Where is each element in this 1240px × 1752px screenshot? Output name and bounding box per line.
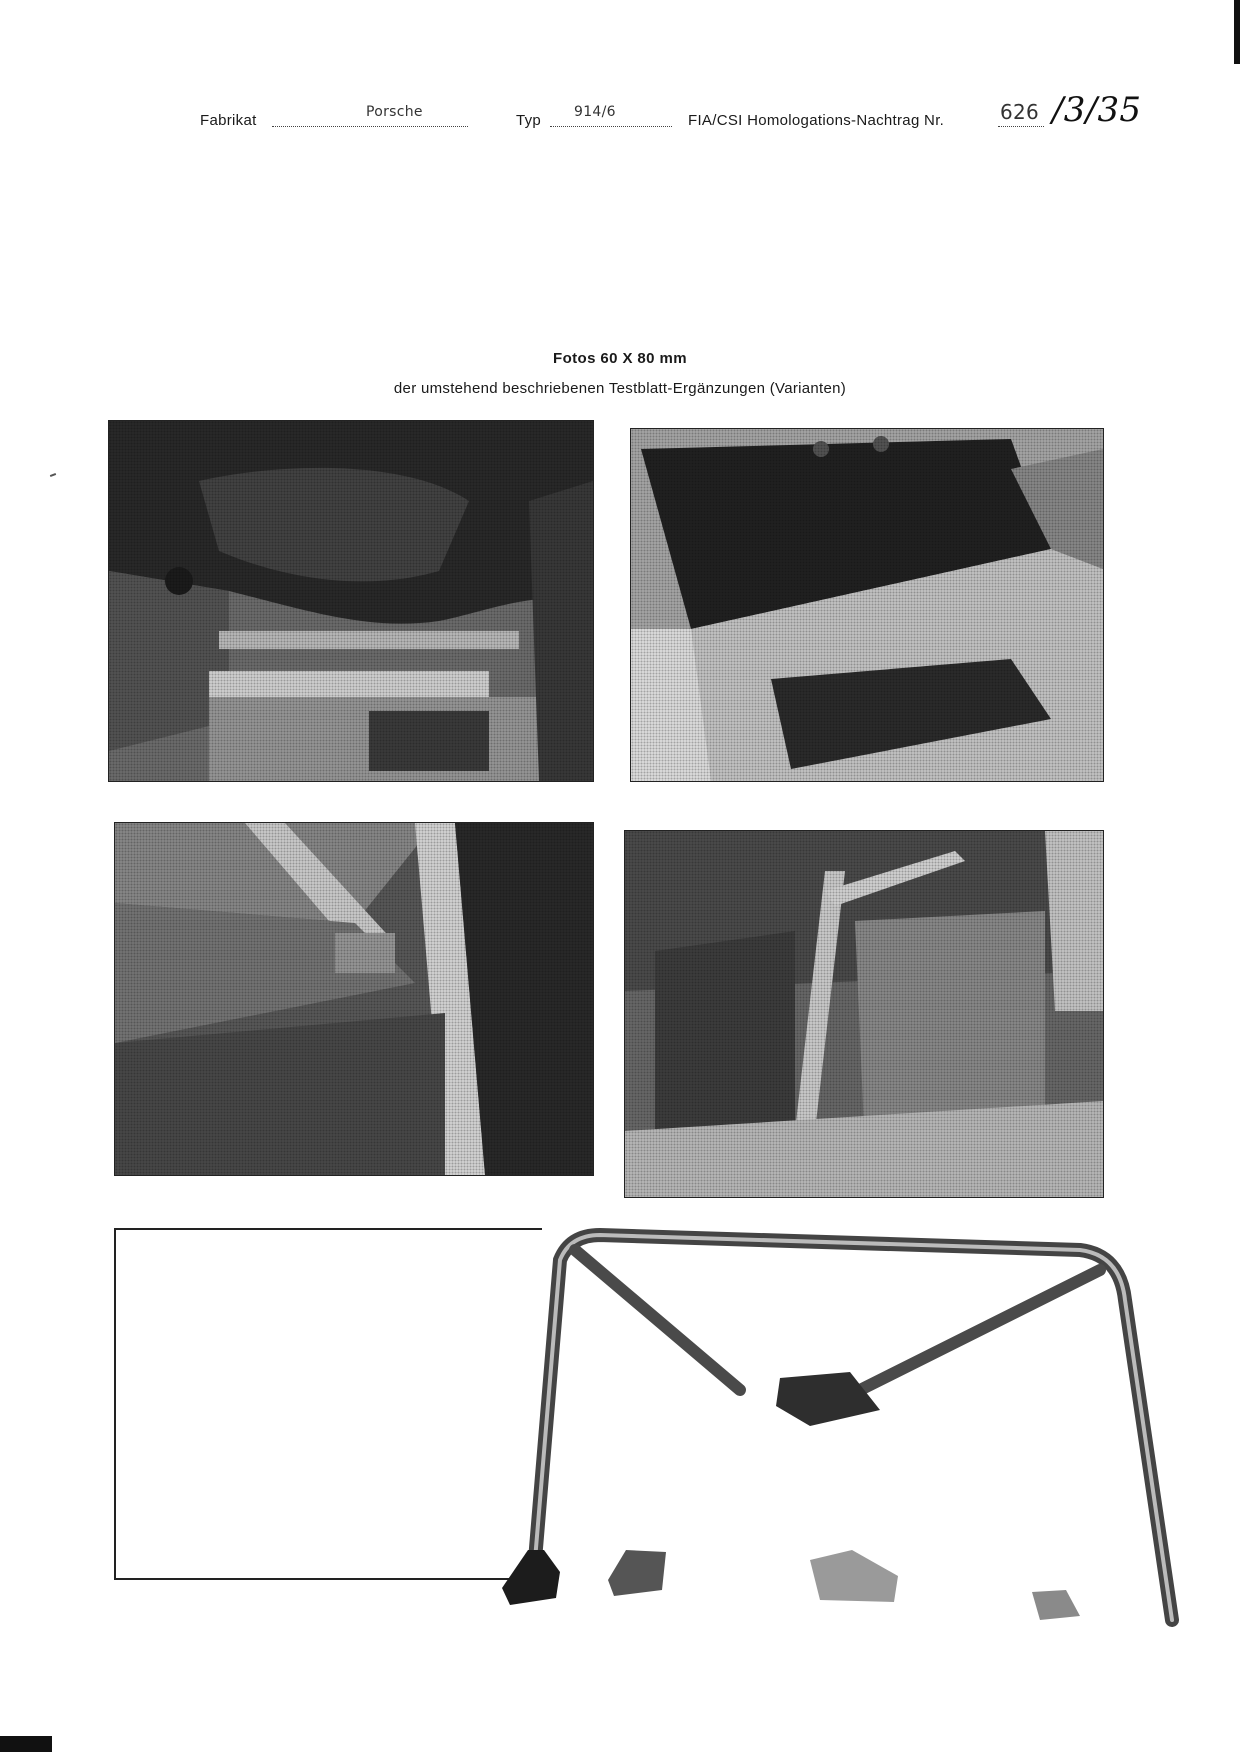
photo-roll-bar [480, 1220, 1180, 1640]
fabrikat-dotted-line [272, 126, 468, 127]
fabrikat-value: Porsche [366, 104, 423, 120]
photo-top-right [630, 428, 1104, 782]
caption-title: Fotos 60 X 80 mm [553, 350, 687, 367]
photo-top-left [108, 420, 594, 782]
nachtrag-handwritten: /3/35 [1052, 90, 1142, 130]
photo-middle-left [114, 822, 594, 1176]
fabrikat-label: Fabrikat [200, 112, 257, 129]
photo-middle-right [624, 830, 1104, 1198]
photo-placeholder-frame [114, 1228, 542, 1580]
nachtrag-number: 626 [1000, 100, 1040, 124]
caption-subtitle: der umstehend beschriebenen Testblatt-Ergänzungen (Varianten) [393, 380, 847, 397]
typ-label: Typ [516, 112, 542, 129]
nachtrag-label: FIA/CSI Homologations-Nachtrag Nr. [688, 112, 945, 129]
document-header [200, 90, 1180, 138]
scan-tick-mark [50, 473, 56, 477]
scan-corner-mark [0, 1736, 52, 1752]
scan-edge-mark [1234, 0, 1240, 64]
typ-dotted-line [550, 126, 672, 127]
typ-value: 914/6 [574, 104, 616, 120]
nachtrag-dotted-line [998, 126, 1044, 127]
